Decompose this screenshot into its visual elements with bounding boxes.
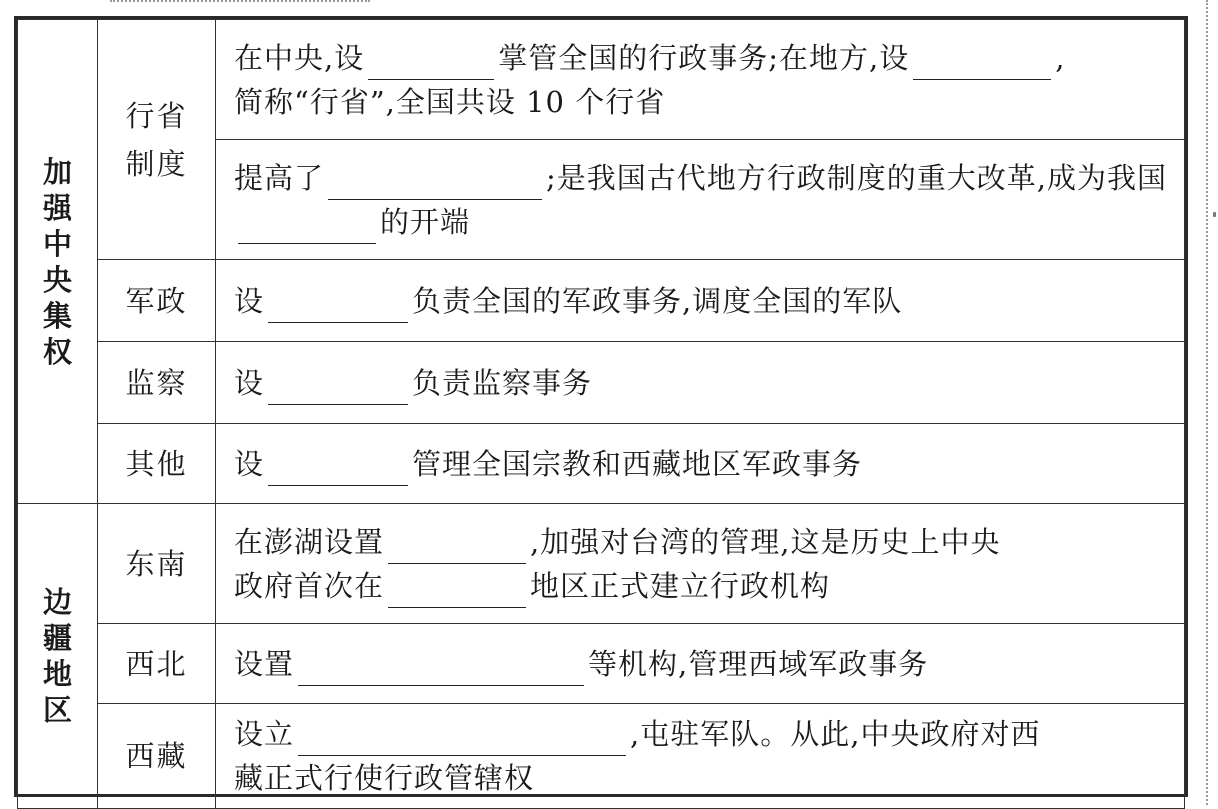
history-table-grid — [17, 19, 1185, 809]
page-dotted-edge — [1206, 0, 1208, 805]
answer-blank[interactable] — [388, 571, 526, 608]
answer-blank[interactable] — [388, 527, 526, 564]
section-label-cell — [18, 504, 98, 809]
text-segment: 提高了 — [234, 160, 325, 195]
row-label-cell — [98, 624, 216, 704]
answer-blank[interactable] — [268, 286, 408, 323]
row-label-junzheng: 军政 — [125, 283, 188, 318]
content-xingsheng-1 — [216, 20, 1185, 140]
text-segment: 的开端 — [380, 204, 471, 239]
row-label-cell — [98, 20, 216, 260]
text-segment: 等机构,管理西域军政事务 — [588, 646, 929, 681]
row-label-cell — [98, 342, 216, 424]
text-segment: 掌管全国的行政事务;在地方,设 — [498, 40, 910, 75]
text-segment: 藏正式行使行政管辖权 — [234, 761, 535, 795]
text-segment: 负责监察事务 — [412, 365, 593, 400]
answer-blank[interactable] — [268, 449, 408, 486]
row-label-cell — [98, 424, 216, 504]
text-segment: 政府首次在 — [234, 568, 385, 603]
text-segment: 在中央,设 — [234, 40, 365, 75]
text-segment: 设立 — [234, 717, 295, 751]
answer-blank[interactable] — [328, 163, 542, 200]
row-label-dongnan: 东南 — [125, 546, 188, 581]
text-segment: 设 — [234, 446, 265, 481]
answer-blank[interactable] — [238, 207, 376, 244]
text-segment: 设 — [234, 283, 265, 318]
content-xibei — [216, 624, 1185, 704]
text-segment: , — [1055, 40, 1066, 75]
row-label-xingsheng: 行省制度 — [125, 98, 188, 181]
answer-blank[interactable] — [268, 368, 408, 405]
answer-blank[interactable] — [913, 43, 1051, 80]
section-label-cell — [18, 20, 98, 504]
text-segment: 在澎湖设置 — [234, 524, 385, 559]
text-segment: 地区正式建立行政机构 — [530, 568, 831, 603]
content-junzheng — [216, 260, 1185, 342]
answer-blank[interactable] — [368, 43, 494, 80]
text-segment: ,加强对台湾的管理,这是历史上中央 — [530, 524, 1001, 559]
section-label-central: 加强中央集权 — [42, 154, 72, 369]
top-edge-ink — [110, 0, 370, 8]
text-segment: 简称“行省”,全国共设 10 个行省 — [234, 84, 666, 119]
history-table — [14, 16, 1188, 797]
content-jiancha — [216, 342, 1185, 424]
text-segment: 设 — [234, 365, 265, 400]
row-label-xibei: 西北 — [125, 646, 188, 681]
row-label-cell — [98, 260, 216, 342]
row-label-xizang: 西藏 — [125, 739, 188, 773]
row-label-cell — [98, 504, 216, 624]
ink-speck — [1213, 212, 1216, 217]
section-label-frontier: 边疆地区 — [42, 585, 72, 727]
answer-blank[interactable] — [298, 719, 626, 756]
content-dongnan — [216, 504, 1185, 624]
content-qita — [216, 424, 1185, 504]
text-segment: 管理全国宗教和西藏地区军政事务 — [412, 446, 863, 481]
content-xingsheng-2 — [216, 140, 1185, 260]
text-segment: ;是我国古代地方行政制度的重大改革,成为我国 — [546, 160, 1168, 195]
row-label-qita: 其他 — [125, 446, 188, 481]
content-xizang — [216, 704, 1185, 809]
text-segment: 设置 — [234, 646, 295, 681]
text-segment: 负责全国的军政事务,调度全国的军队 — [412, 283, 903, 318]
answer-blank[interactable] — [298, 649, 584, 686]
row-label-jiancha: 监察 — [125, 365, 188, 400]
row-label-cell — [98, 704, 216, 809]
text-segment: ,屯驻军队。从此,中央政府对西 — [630, 717, 1041, 751]
